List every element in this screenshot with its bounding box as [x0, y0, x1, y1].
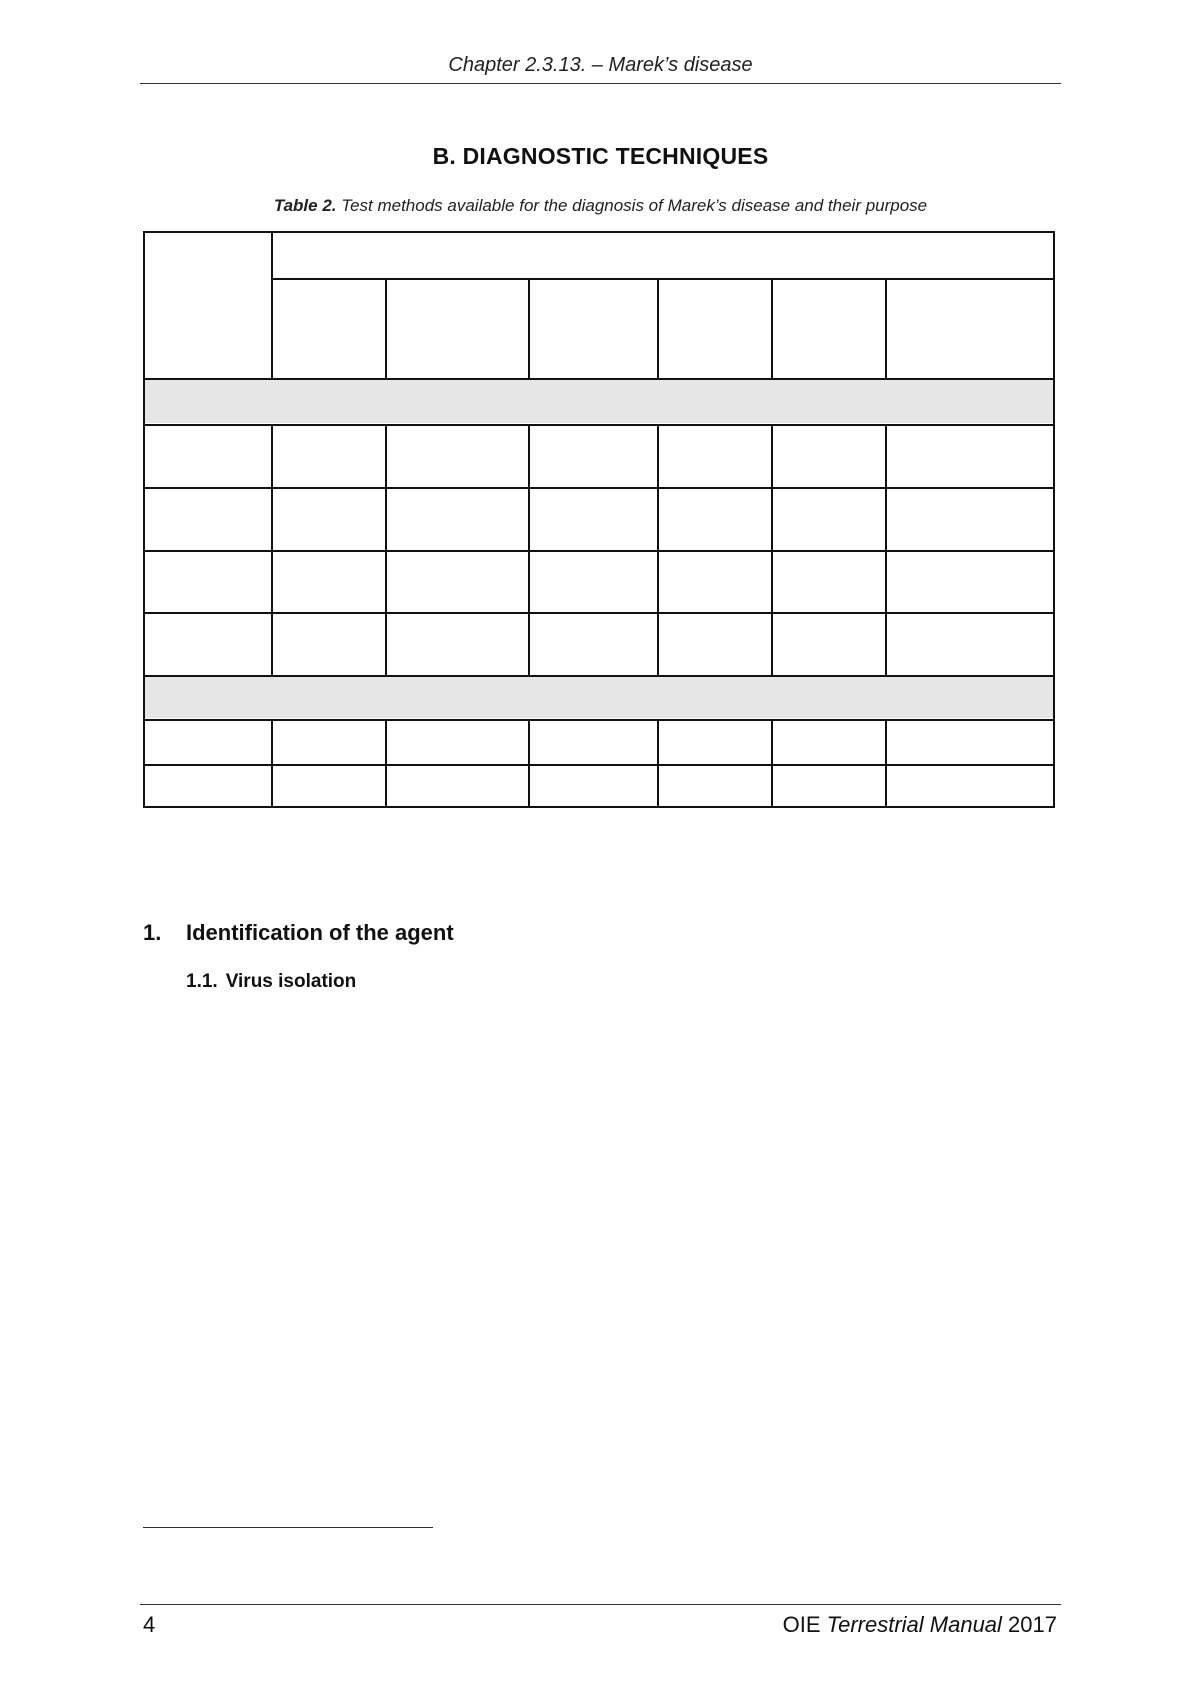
- heading-number: 1.1.: [186, 971, 218, 992]
- heading-virus-isolation: [186, 971, 356, 993]
- diagnostic-methods-table: [143, 231, 1055, 808]
- table-rule: [885, 278, 887, 379]
- table-rule: [528, 424, 530, 675]
- table-rule: [771, 278, 773, 379]
- table-rule: [143, 719, 1055, 721]
- table-rule: [143, 378, 1055, 380]
- table-shaded-row: [145, 675, 1053, 718]
- table-rule: [385, 719, 387, 808]
- table-caption: [140, 196, 1061, 216]
- table-rule: [143, 764, 1055, 766]
- table-rule: [143, 675, 1055, 677]
- table-rule: [771, 719, 773, 808]
- heading-identification-of-agent: [143, 920, 454, 946]
- table-rule: [143, 424, 1055, 426]
- table-rule: [528, 719, 530, 808]
- header-rule: [140, 83, 1061, 84]
- table-rule: [657, 719, 659, 808]
- table-rule: [657, 278, 659, 379]
- heading-text: Identification of the agent: [186, 920, 454, 945]
- heading-text: Virus isolation: [225, 971, 357, 992]
- table-rule: [771, 424, 773, 675]
- table-rule: [143, 487, 1055, 489]
- footer-manual-name: Terrestrial Manual: [826, 1612, 1002, 1637]
- table-rule: [271, 278, 1055, 280]
- table-rule: [271, 424, 273, 675]
- table-caption-text: Test methods available for the diagnosis of Marek’s disease and their purpose: [336, 196, 928, 215]
- table-caption-label: Table 2.: [273, 196, 337, 215]
- page-number: 4: [143, 1612, 156, 1637]
- table-rule: [271, 231, 273, 379]
- footer-publisher: OIE: [782, 1612, 827, 1637]
- table-shaded-row: [145, 379, 1053, 423]
- heading-number: 1.: [143, 920, 162, 945]
- footer-rule: [140, 1604, 1061, 1605]
- table-rule: [885, 719, 887, 808]
- table-rule: [143, 612, 1055, 614]
- footnote-rule: [143, 1527, 433, 1528]
- footer-manual-title: [783, 1612, 1057, 1638]
- table-rule: [385, 278, 387, 379]
- running-header: Chapter 2.3.13. – Marek’s disease: [448, 54, 753, 76]
- section-title: B. DIAGNOSTIC TECHNIQUES: [432, 143, 769, 169]
- footer-year: 2017: [1001, 1612, 1057, 1637]
- table-rule: [143, 550, 1055, 552]
- table-rule: [385, 424, 387, 675]
- table-rule: [271, 719, 273, 808]
- table-rule: [528, 278, 530, 379]
- table-rule: [657, 424, 659, 675]
- table-rule: [885, 424, 887, 675]
